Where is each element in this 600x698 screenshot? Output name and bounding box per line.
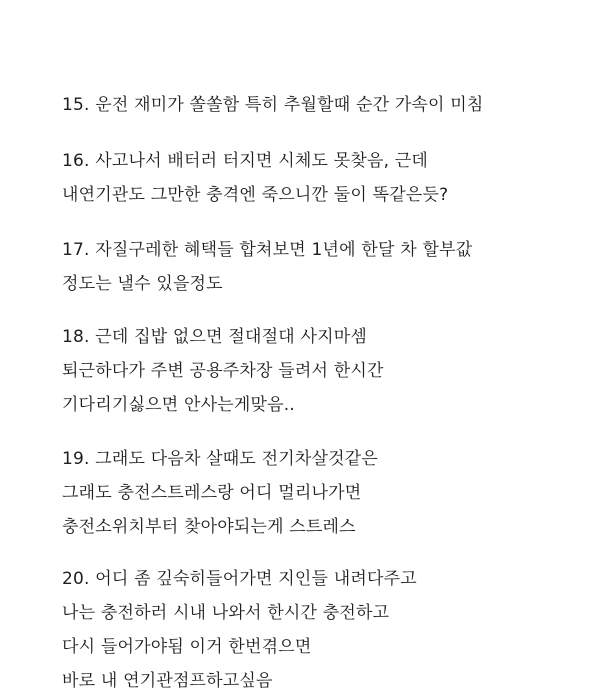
- item-20-line-1: 20. 어디 좀 깊숙히들어가면 지인들 내려다주고: [62, 569, 417, 589]
- item-17-line-1: 17. 자질구레한 혜택들 합쳐보면 1년에 한달 차 할부값: [62, 240, 473, 260]
- item-20-line-4: 바로 내 연기관점프하고싶음: [62, 671, 273, 691]
- list-item-17: [62, 233, 580, 301]
- item-17-line-2: 정도는 낼수 있을정도: [62, 274, 223, 294]
- item-18-line-3: 기다리기싫으면 안사는게맞음..: [62, 395, 295, 415]
- item-19-line-3: 충전소위치부터 찾아야되는게 스트레스: [62, 517, 356, 537]
- item-16-line-2: 내연기관도 그만한 충격엔 죽으니깐 둘이 똑같은듯?: [62, 185, 449, 205]
- item-20-line-3: 다시 들어가야됨 이거 한번겪으면: [62, 637, 312, 657]
- item-18-line-1: 18. 근데 집밥 없으면 절대절대 사지마셈: [62, 327, 367, 347]
- item-20-line-2: 나는 충전하러 시내 나와서 한시간 충전하고: [62, 603, 390, 623]
- list-item-18: [62, 320, 580, 422]
- item-19-line-1: 19. 그래도 다음차 살때도 전기차살것같은: [62, 449, 379, 469]
- item-15-line-1: 15. 운전 재미가 쏠쏠함 특히 추월할때 순간 가속이 미침: [62, 95, 484, 115]
- list-item-20: [62, 562, 580, 698]
- item-18-line-2: 퇴근하다가 주변 공용주차장 들려서 한시간: [62, 361, 384, 381]
- item-19-line-2: 그래도 충전스트레스랑 어디 멀리나가면: [62, 483, 362, 503]
- item-16-line-1: 16. 사고나서 배터러 터지면 시체도 못찾음, 근데: [62, 151, 429, 171]
- list-item-19: [62, 442, 580, 544]
- list-item-16: [62, 144, 580, 212]
- list-item-15: [62, 88, 580, 122]
